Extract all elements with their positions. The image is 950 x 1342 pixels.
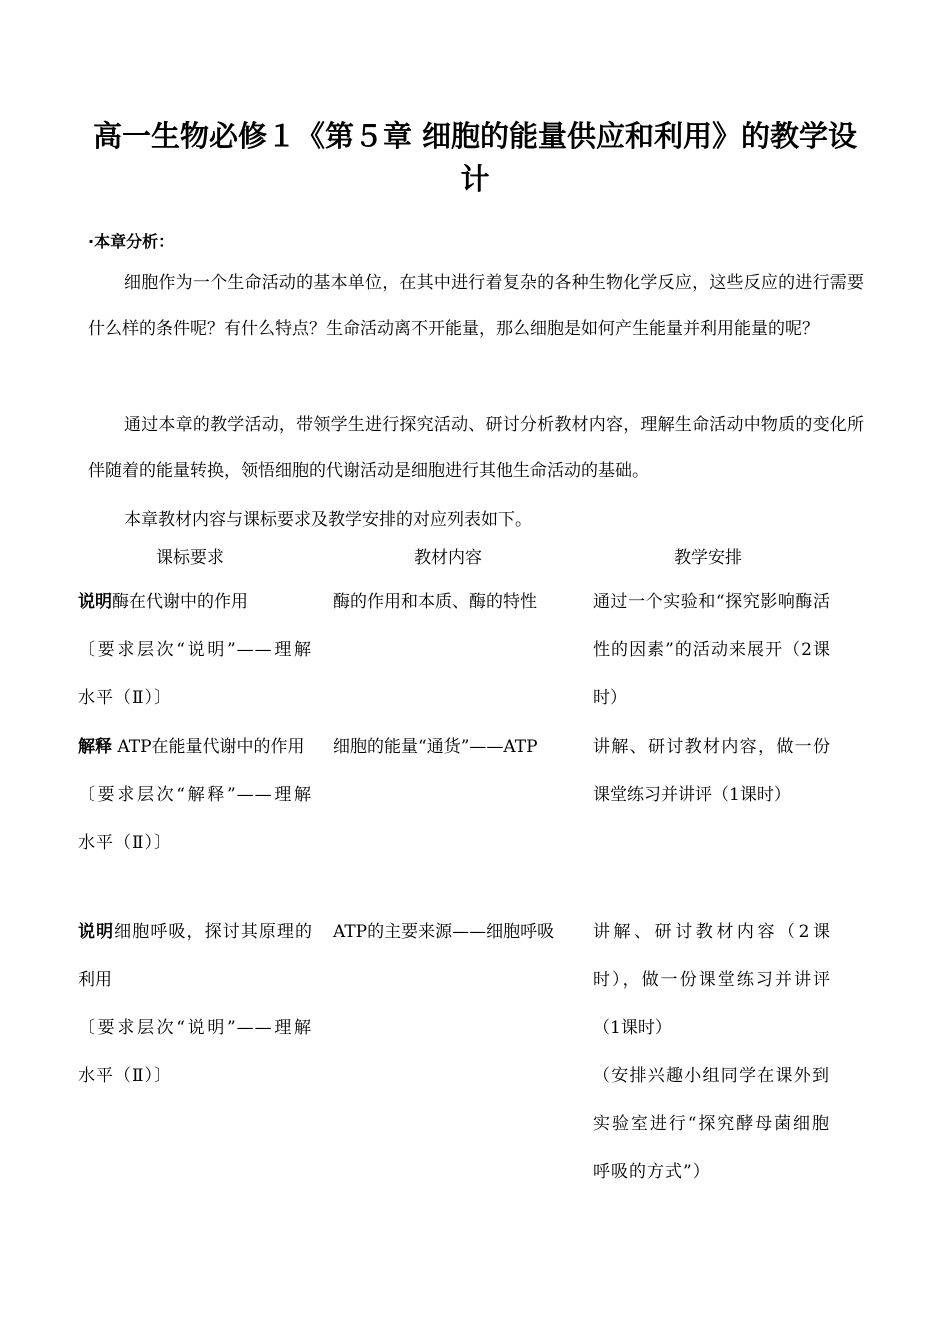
standard-keyword: 说明: [78, 922, 115, 942]
table-row: [78, 723, 878, 908]
standard-text: ATP在能量代谢中的作用: [112, 737, 305, 757]
arrangement-note: （安排兴趣小组同学在课外到实验室进行“探究酵母菌细胞呼吸的方式”）: [593, 1066, 830, 1182]
cell-standard: [78, 908, 312, 1100]
cell-standard: [78, 723, 312, 867]
cell-content: ATP的主要来源——细胞呼吸: [333, 922, 555, 942]
table-row: [78, 578, 878, 723]
document-title: 高一生物必修１《第５章 细胞的能量供应和利用》的教学设计: [92, 119, 858, 196]
standard-keyword: 解释: [78, 737, 112, 757]
table-row: [78, 908, 878, 1188]
standard-text: 酶在代谢中的作用: [112, 592, 248, 612]
standard-level: 〔要求层次“解释”——理解水平（Ⅱ）〕: [78, 785, 312, 853]
cell-arrangement: 讲解、研讨教材内容，做一份课堂练习并讲评（1课时）: [593, 737, 830, 805]
cell-content: 细胞的能量“通货”——ATP: [333, 737, 538, 757]
section-heading: ·本章分析：: [88, 232, 175, 251]
header-standard: 课标要求: [156, 548, 224, 568]
standard-level: 〔要求层次“说明”——理解水平（Ⅱ）〕: [78, 640, 312, 708]
standard-keyword: 说明: [78, 592, 112, 612]
arrangement-text: 讲解、研讨教材内容（2课时），做一份课堂练习并讲评（1课时）: [593, 922, 830, 1038]
cell-content: 酶的作用和本质、酶的特性: [333, 592, 537, 612]
cell-arrangement: [593, 908, 830, 1196]
table-header-row: [78, 538, 878, 578]
curriculum-table: [78, 538, 878, 1188]
header-content: 教材内容: [414, 548, 482, 568]
header-arrangement: 教学安排: [674, 548, 742, 568]
standard-level: 〔要求层次“说明”——理解水平（Ⅱ）〕: [78, 1018, 312, 1086]
paragraph-table-lead: 本章教材内容与课标要求及教学安排的对应列表如下。: [124, 510, 532, 530]
cell-standard: [78, 578, 312, 722]
cell-arrangement: 通过一个实验和“探究影响酶活性的因素”的活动来展开（2课时）: [593, 592, 830, 708]
standard-text: 细胞呼吸，探讨其原理的利用: [78, 922, 313, 990]
paragraph-intro: 细胞作为一个生命活动的基本单位，在其中进行着复杂的各种生物化学反应，这些反应的进行需要什么样的条件呢？有什么特点？生命活动离不开能量，那么细胞是如何产生能量并利用能量的呢？: [88, 273, 864, 339]
paragraph-goals: 通过本章的教学活动，带领学生进行探究活动、研讨分析教材内容，理解生命活动中物质的变化所伴随着的能量转换，领悟细胞的代谢活动是细胞进行其他生命活动的基础。: [88, 415, 864, 481]
